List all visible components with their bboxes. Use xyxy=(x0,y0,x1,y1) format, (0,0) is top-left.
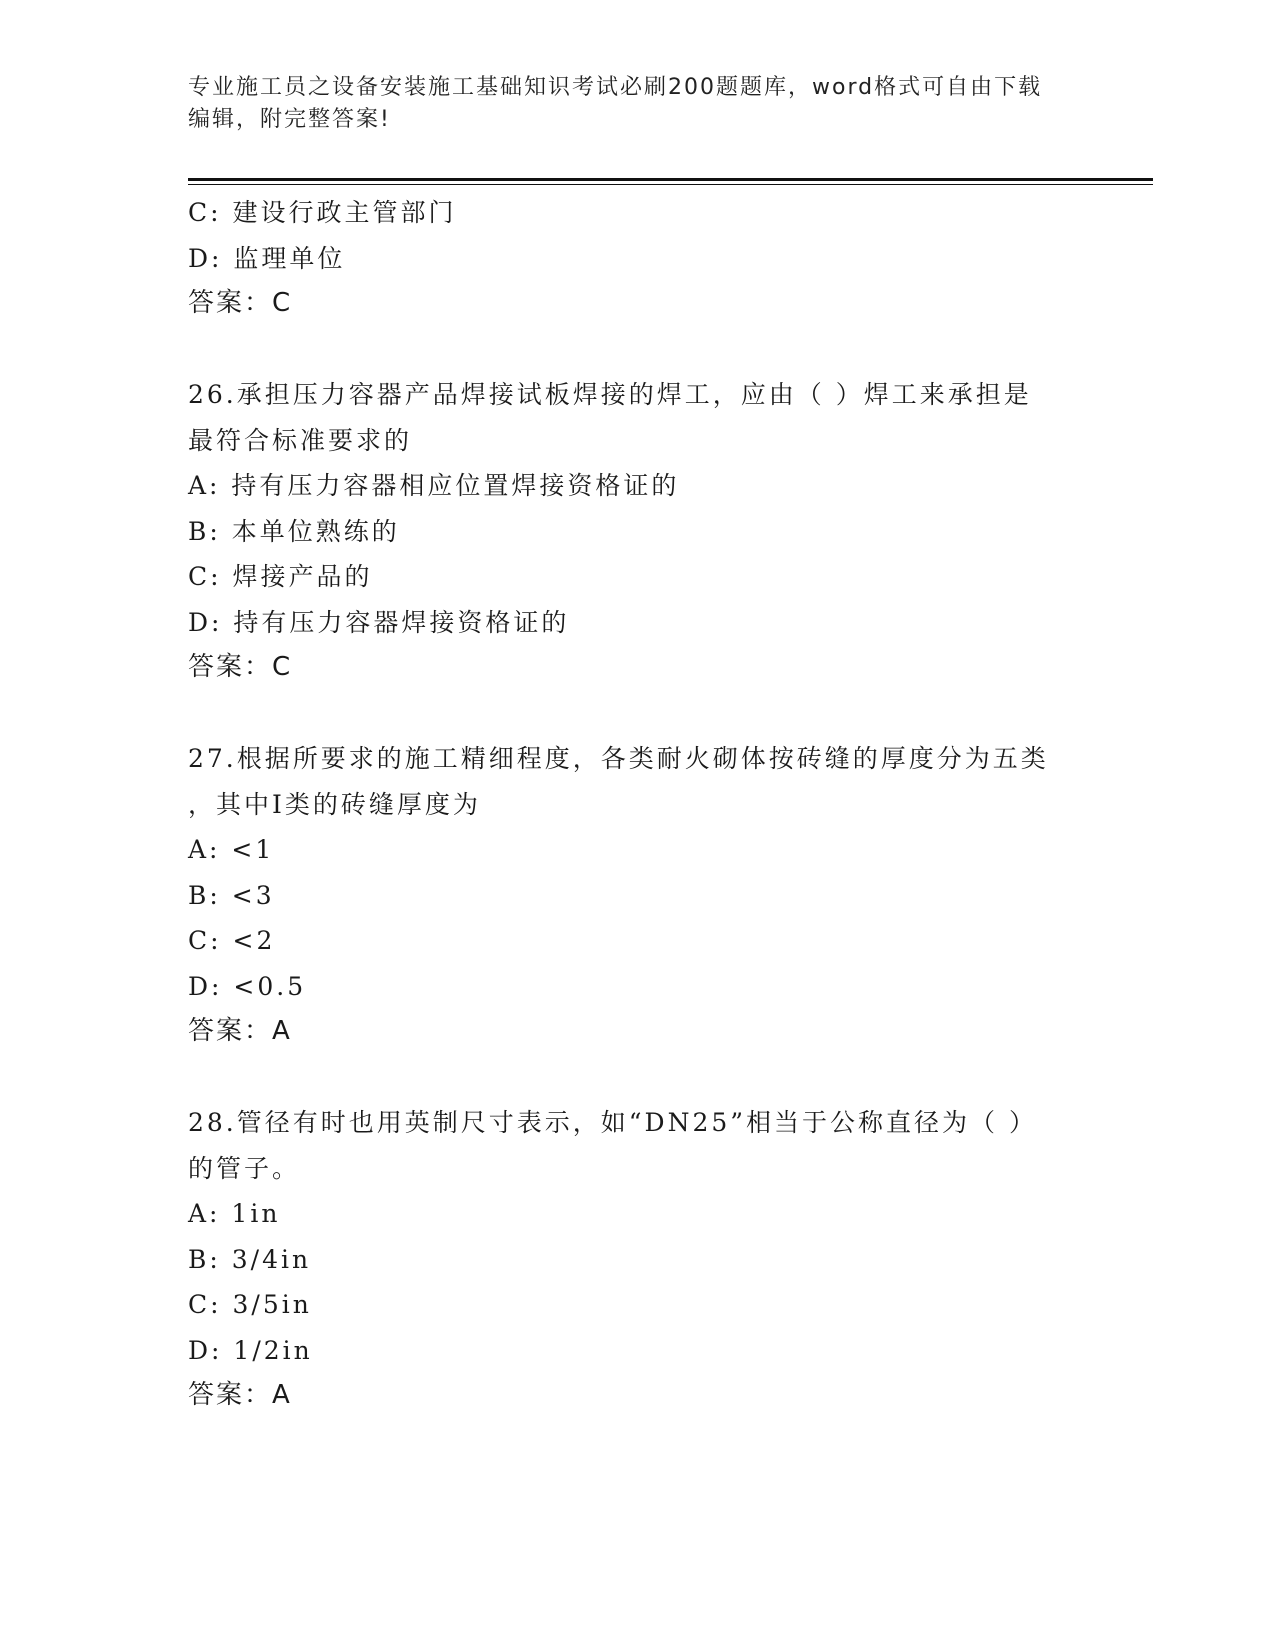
q28-stem-line-2: 的管子。 xyxy=(188,1153,301,1183)
q28-stem-line-1: 28.管径有时也用英制尺寸表示，如“DN25”相当于公称直径为（ ） xyxy=(188,1108,1037,1137)
spacer xyxy=(188,327,1088,373)
question-26 xyxy=(188,372,1088,691)
q26-option-d: D: 持有压力容器焊接资格证的 xyxy=(188,607,570,637)
q25-option-c: C: 建设行政主管部门 xyxy=(188,198,457,227)
q26-stem-line-1: 26.承担压力容器产品焊接试板焊接的焊工，应由（ ）焊工来承担是 xyxy=(188,380,1032,409)
q26-answer: 答案：C xyxy=(188,652,293,682)
q27-option-a: A: <1 xyxy=(188,835,275,864)
spacer xyxy=(188,1055,1088,1101)
header-divider-thin xyxy=(188,184,1153,185)
q27-option-b: B: <3 xyxy=(188,880,275,910)
q25-option-d: D: 监理单位 xyxy=(188,243,346,273)
q26-option-c: C: 焊接产品的 xyxy=(188,562,373,591)
q28-option-d: D: 1/2in xyxy=(188,1335,313,1365)
q28-option-b: B: 3/4in xyxy=(188,1244,312,1274)
question-27 xyxy=(188,736,1088,1055)
document-header xyxy=(188,72,1088,136)
question-25 xyxy=(188,190,1088,327)
spacer xyxy=(188,691,1088,737)
header-title-line-2: 编辑，附完整答案! xyxy=(188,107,391,132)
q27-stem-line-2: ，其中Ⅰ类的砖缝厚度为 xyxy=(188,789,481,819)
q28-option-c: C: 3/5in xyxy=(188,1290,312,1319)
q27-stem-line-1: 27.根据所要求的施工精细程度，各类耐火砌体按砖缝的厚度分为五类 xyxy=(188,744,1049,773)
header-title-line-1: 专业施工员之设备安装施工基础知识考试必刷200题题库，word格式可自由下载 xyxy=(188,75,1043,100)
q27-option-d: D: <0.5 xyxy=(188,971,307,1001)
q28-answer: 答案：A xyxy=(188,1380,292,1410)
q26-stem-line-2: 最符合标准要求的 xyxy=(188,425,413,455)
question-28 xyxy=(188,1100,1088,1419)
q26-option-a: A: 持有压力容器相应位置焊接资格证的 xyxy=(188,471,680,500)
question-list xyxy=(188,190,1088,1419)
q27-answer: 答案：A xyxy=(188,1016,292,1046)
q27-option-c: C: <2 xyxy=(188,926,276,955)
q26-option-b: B: 本单位熟练的 xyxy=(188,516,400,546)
q25-answer: 答案：C xyxy=(188,288,293,318)
header-divider-thick xyxy=(188,178,1153,181)
q28-option-a: A: 1in xyxy=(188,1199,281,1228)
